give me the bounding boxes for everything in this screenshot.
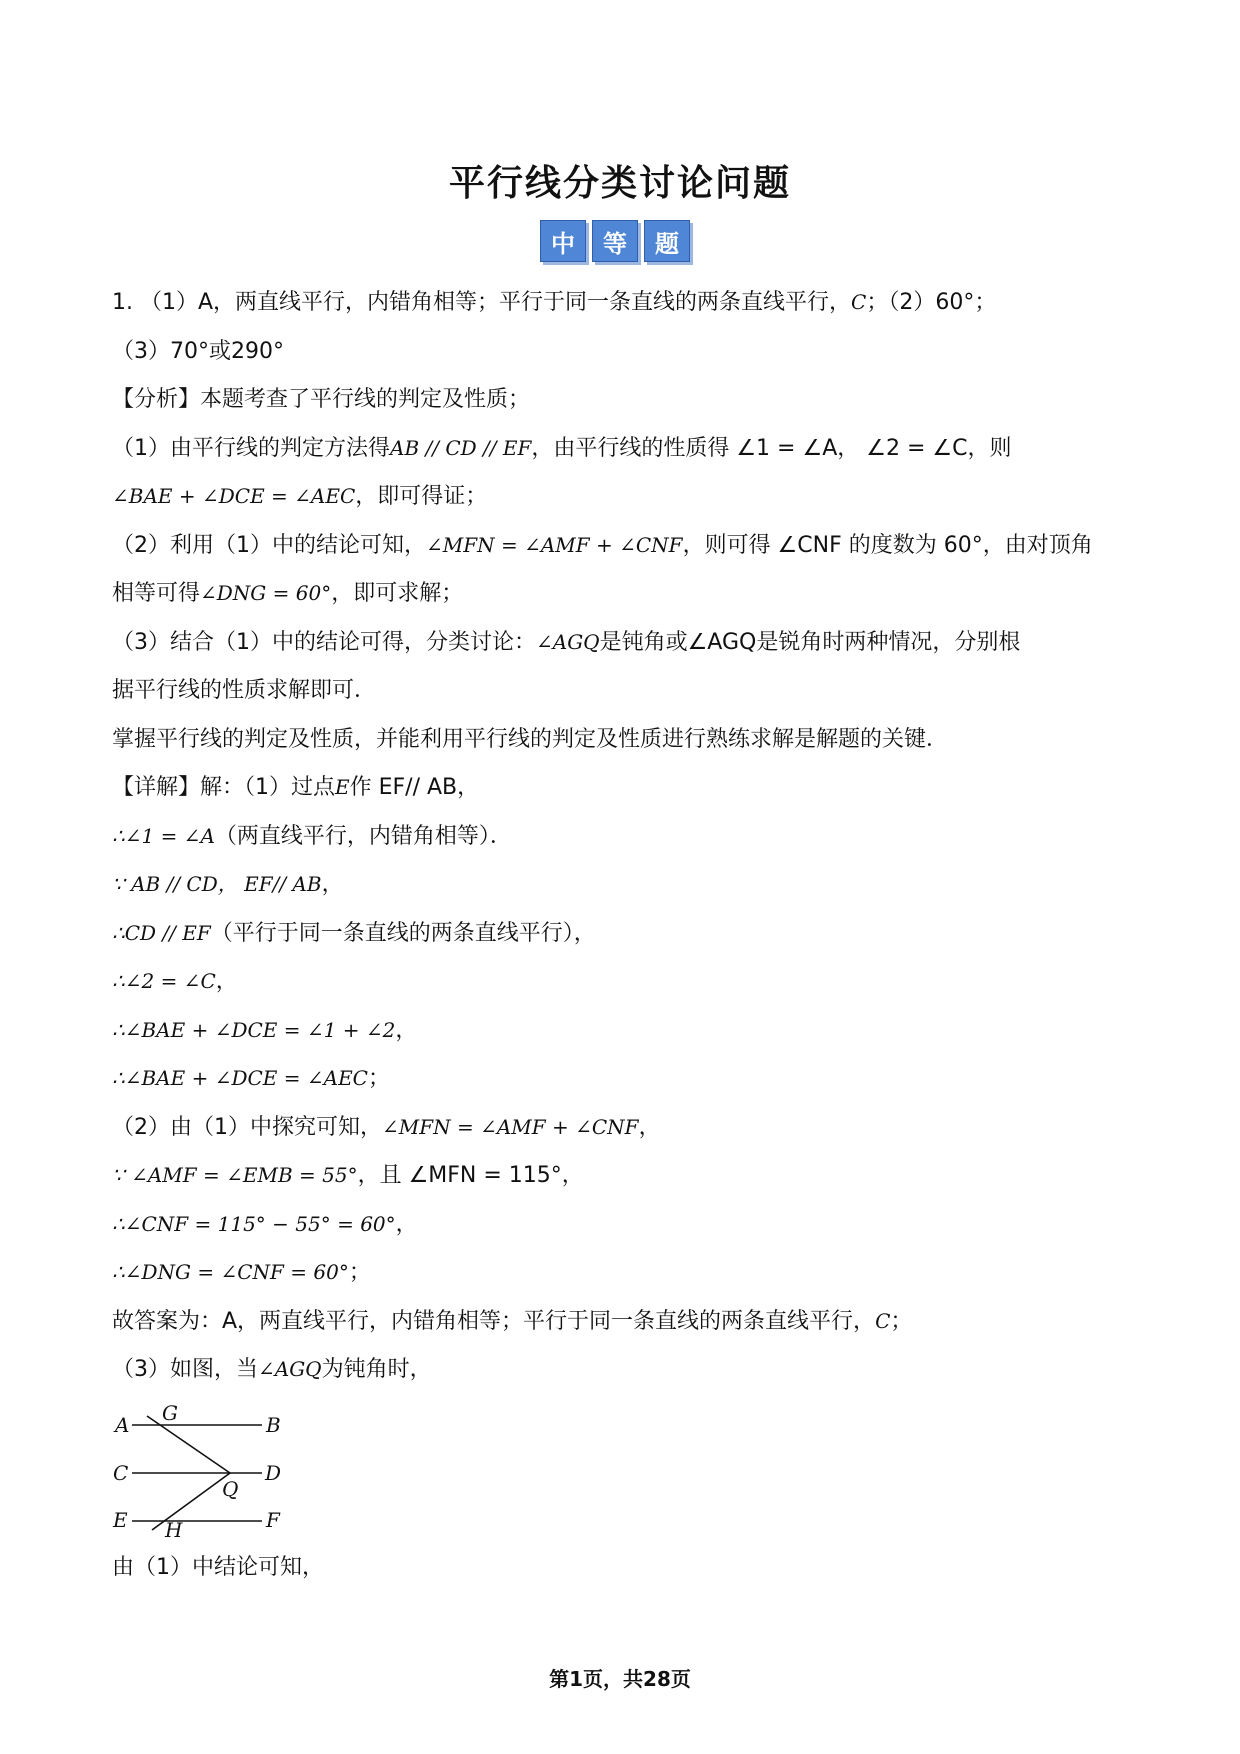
label-g: G	[162, 1400, 178, 1425]
text-line: 掌握平行线的判定及性质，并能利用平行线的判定及性质进行熟练求解是解题的关键．	[112, 726, 949, 752]
text-line: （2）由（1）中探究可知，∠MFN = ∠AMF + ∠CNF，	[112, 1114, 661, 1140]
text-line: ∴CD // EF（平行于同一条直线的两条直线平行），	[112, 920, 596, 946]
badge-char: 中	[540, 220, 586, 262]
text-line: ∵ ∠AMF = ∠EMB = 55°，且 ∠MFN = 115°，	[112, 1163, 584, 1188]
difficulty-badges	[540, 220, 690, 262]
label-c: C	[113, 1460, 129, 1485]
label-h: H	[165, 1517, 183, 1538]
label-q: Q	[222, 1476, 239, 1501]
text-line: ∴∠1 = ∠A（两直线平行，内错角相等）．	[112, 823, 512, 849]
badge-char: 题	[644, 220, 690, 262]
label-f: F	[266, 1507, 280, 1532]
text-line: ∴∠2 = ∠C，	[112, 969, 238, 994]
text-line: 由（1）中结论可知，	[112, 1554, 324, 1580]
text-line: ∵ AB // CD， EF// AB，	[112, 872, 344, 897]
text-line: （2）利用（1）中的结论可知，∠MFN = ∠AMF + ∠CNF，则可得 ∠CNF 的度数为 60°，由对顶角	[112, 532, 1093, 558]
label-b: B	[266, 1412, 281, 1437]
solution-body	[112, 278, 1142, 1592]
label-d: D	[265, 1460, 282, 1485]
text-line: ∠BAE + ∠DCE = ∠AEC，即可得证；	[112, 484, 488, 509]
text-line: 1. （1）A，两直线平行，内错角相等；平行于同一条直线的两条直线平行，C；（2）60°；	[112, 290, 997, 315]
text-line: 相等可得∠DNG = 60°，即可求解；	[112, 581, 464, 606]
text-line: 【详解】解：（1）过点E作 EF// AB，	[112, 775, 480, 800]
text-line: ∴∠BAE + ∠DCE = ∠AEC；	[112, 1066, 390, 1091]
text-line: （3）70°或290°	[112, 338, 284, 364]
text-line: ∴∠BAE + ∠DCE = ∠1 + ∠2，	[112, 1017, 418, 1043]
text-line: （3）结合（1）中的结论可得，分类讨论：∠AGQ是钝角或∠AGQ是锐角时两种情况，分别根	[112, 629, 1021, 655]
label-e: E	[113, 1507, 128, 1532]
badge-char: 等	[592, 220, 638, 262]
text-line: 据平行线的性质求解即可．	[112, 678, 377, 703]
text-line: 故答案为：A，两直线平行，内错角相等；平行于同一条直线的两条直线平行，C；	[112, 1308, 913, 1334]
page-footer: 第1页，共28页	[549, 1667, 691, 1691]
label-a: A	[115, 1412, 130, 1437]
text-line: ∴∠CNF = 115° − 55° = 60°，	[112, 1211, 418, 1237]
text-line: （1）由平行线的判定方法得AB // CD // EF，由平行线的性质得 ∠1 = ∠A， ∠2 = ∠C，则	[112, 435, 1012, 461]
geometry-figure	[112, 1398, 312, 1538]
text-line: （3）如图，当∠AGQ为钝角时，	[112, 1357, 432, 1382]
text-line: ∴∠DNG = ∠CNF = 60°；	[112, 1260, 371, 1285]
text-line: 【分析】本题考查了平行线的判定及性质；	[112, 387, 531, 412]
page-title: 平行线分类讨论问题	[448, 162, 791, 204]
